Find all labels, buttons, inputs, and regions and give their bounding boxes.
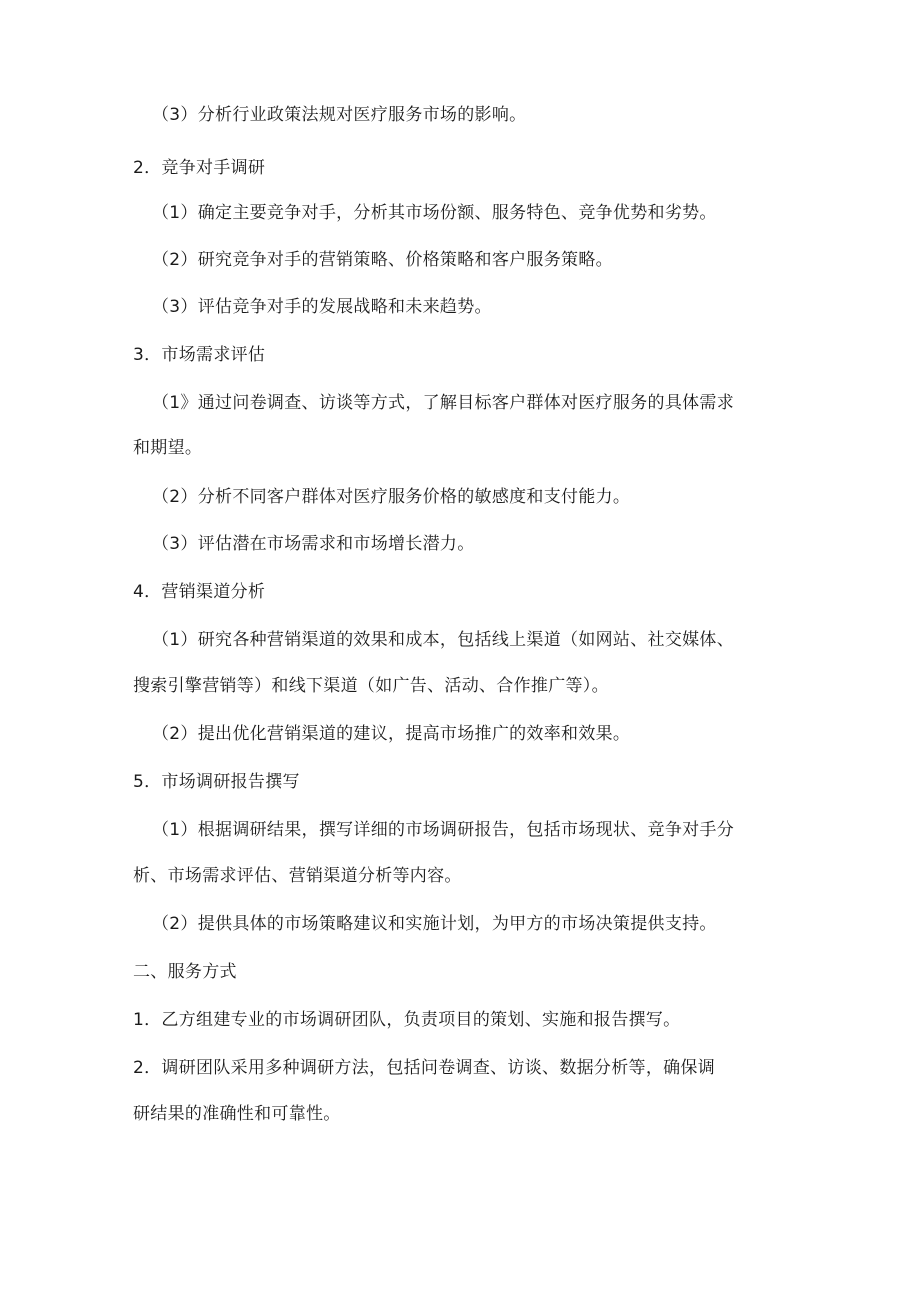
section-heading-report-writing: 5．市场调研报告撰写 xyxy=(133,772,300,792)
item-price-sensitivity: （2）分析不同客户群体对医疗服务价格的敏感度和支付能力。 xyxy=(152,487,631,507)
section-heading-demand-assessment: 3．市场需求评估 xyxy=(133,345,266,365)
item-research-methods: 2．调研团队采用多种调研方法，包括问卷调查、访谈、数据分析等，确保调 xyxy=(133,1058,716,1078)
item-channel-optimization: （2）提出优化营销渠道的建议，提高市场推广的效率和效果。 xyxy=(152,724,631,744)
section-heading-service-method: 二、服务方式 xyxy=(133,962,237,982)
item-survey-needs: （1》通过问卷调查、访谈等方式，了解目标客户群体对医疗服务的具体需求 xyxy=(152,393,735,413)
item-competitor-strategies: （2）研究竞争对手的营销策略、价格策略和客户服务策略。 xyxy=(152,250,613,270)
item-team-formation: 1．乙方组建专业的市场调研团队，负责项目的策划、实施和报告撰写。 xyxy=(133,1010,681,1030)
section-heading-competitor-research: 2．竞争对手调研 xyxy=(133,158,266,178)
item-channel-research: （1）研究各种营销渠道的效果和成本，包括线上渠道（如网站、社交媒体、 xyxy=(152,630,735,650)
item-channel-research-continued: 搜索引擎营销等）和线下渠道（如广告、活动、合作推广等）。 xyxy=(133,676,609,696)
item-potential-demand: （3）评估潜在市场需求和市场增长潜力。 xyxy=(152,534,475,554)
section-heading-channel-analysis: 4．营销渠道分析 xyxy=(133,582,266,602)
item-strategy-suggestions: （2）提供具体的市场策略建议和实施计划，为甲方的市场决策提供支持。 xyxy=(152,914,717,934)
item-survey-needs-continued: 和期望。 xyxy=(133,438,203,458)
item-competitor-trends: （3）评估竞争对手的发展战略和未来趋势。 xyxy=(152,297,492,317)
item-write-report: （1）根据调研结果，撰写详细的市场调研报告，包括市场现状、竞争对手分 xyxy=(152,820,735,840)
item-write-report-continued: 析、市场需求评估、营销渠道分析等内容。 xyxy=(133,866,462,886)
item-policy-impact: （3）分析行业政策法规对医疗服务市场的影响。 xyxy=(152,105,527,125)
item-identify-competitors: （1）确定主要竞争对手，分析其市场份额、服务特色、竞争优势和劣势。 xyxy=(152,203,717,223)
item-research-methods-continued: 研结果的准确性和可靠性。 xyxy=(133,1104,341,1124)
